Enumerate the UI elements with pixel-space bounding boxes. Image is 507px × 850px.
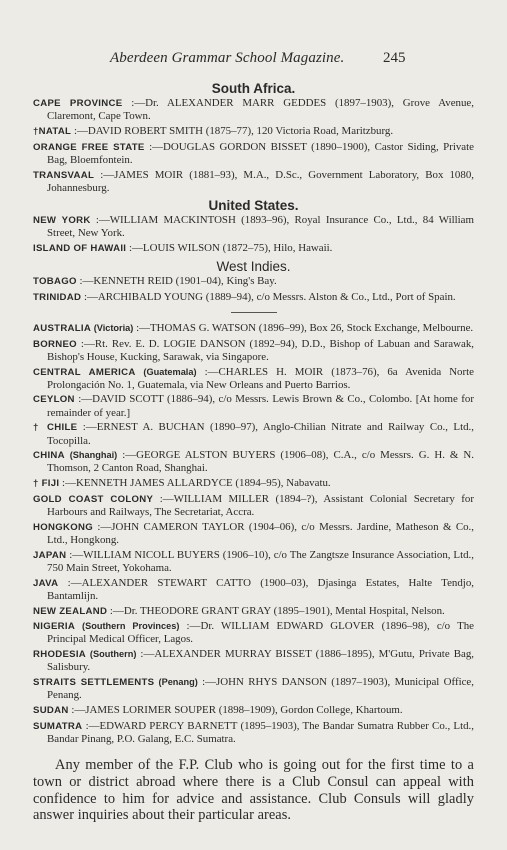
section-title: South Africa. [211, 81, 296, 96]
consul-entry [33, 676, 474, 701]
consul-entry [33, 449, 474, 474]
place-name: ISLAND OF HAWAII [33, 242, 127, 254]
running-title: Aberdeen Grammar School Magazine. [110, 50, 345, 66]
place-name: TOBAGO [33, 276, 77, 288]
consul-entry [33, 125, 474, 138]
consul-entry [33, 620, 474, 645]
consul-entry [33, 291, 474, 304]
place-name: CAPE PROVINCE [33, 98, 123, 109]
section-south-africa [33, 80, 474, 194]
place-name: JAVA [33, 577, 59, 589]
place-name: †NATAL [33, 125, 72, 137]
entry-text: :—DAVID ROBERT SMITH (1875–77), 120 Victoria Road, Maritzburg. [71, 124, 394, 137]
place-name: JAPAN [33, 549, 67, 561]
consul-entry [33, 605, 474, 618]
consul-entry [33, 577, 474, 602]
place-name: TRINIDAD [33, 291, 82, 303]
page-content [33, 80, 474, 824]
entry-text: :—JOHN RHYS DANSON (1897–1903), Municipal Office, Penang. [47, 676, 474, 702]
region-name: (Penang) [154, 677, 198, 688]
entry-text: :—ERNEST A. BUCHAN (1890–97), Anglo-Chilian Nitrate and Railway Co., Ltd., Tocopilla. [47, 421, 474, 447]
running-head [110, 50, 507, 70]
entry-text: :—JAMES MOIR (1881–93), M.A., D.Sc., Government Laboratory, Box 1080, Johannesburg. [47, 168, 474, 194]
entry-text: :—ARCHIBALD YOUNG (1889–94), c/o Messrs. Alston & Co., Ltd., Port of Spain. [81, 290, 456, 303]
consul-entry [33, 97, 474, 122]
entry-text: :—KENNETH REID (1901–04), King's Bay. [76, 275, 277, 288]
place-name: NEW ZEALAND [33, 605, 108, 617]
consul-entry [33, 477, 474, 490]
entry-text: :—DAVID SCOTT (1886–94), c/o Messrs. Lewis Brown & Co., Colombo. [At home for remainder of year.] [47, 393, 474, 419]
place-name: † FIJI [33, 478, 60, 490]
place-name: CEYLON [33, 394, 75, 406]
region-name: (Southern) [86, 649, 137, 660]
place-name: SUMATRA [33, 720, 83, 732]
consul-entry [33, 242, 474, 255]
place-name: TRANSVAAL [33, 169, 95, 181]
consul-entry [33, 720, 474, 745]
consul-entry [33, 275, 474, 288]
consul-entry [33, 704, 474, 717]
entry-text: :—Dr. WILLIAM EDWARD GLOVER (1896–98), c/o The Principal Medical Officer, Lagos. [47, 620, 474, 646]
place-name: GOLD COAST COLONY [33, 493, 154, 505]
section-united-states [33, 197, 474, 255]
place-name: AUSTRALIA [33, 322, 92, 334]
entry-text: :—JAMES LORIMER SOUPER (1898–1909), Gordon College, Khartoum. [68, 703, 403, 716]
consul-entry [33, 322, 474, 335]
entry-text: :—DOUGLAS GORDON BISSET (1890–1900), Castor Siding, Private Bag, Bloemfontein. [47, 140, 474, 166]
entry-text: :—Rt. Rev. E. D. LOGIE DANSON (1892–94), D.D., Bishop of Labuan and Sarawak, Bishop's House, Kucking, Sarawak, via Singapore. [47, 337, 474, 363]
entry-text: :—WILLIAM MACKINTOSH (1893–96), Royal Insurance Co., Ltd., 84 William Street, New York. [47, 213, 474, 240]
section-title: West Indies. [216, 259, 291, 275]
consul-entry [33, 549, 474, 574]
section-west-indies [33, 258, 474, 304]
place-name: STRAITS SETTLEMENTS [33, 677, 155, 689]
region-name: (Guatemala) [135, 366, 197, 377]
entry-text: :—CHARLES H. MOIR (1873–76), 6a Avenida Norte Prolongación No. 1, Guatemala, via New Orleans and Puerto Barrios. [47, 365, 474, 391]
place-name: NIGERIA [33, 621, 76, 633]
page-number: 245 [383, 50, 406, 66]
place-name: HONGKONG [33, 521, 93, 533]
entry-text: :—WILLIAM MILLER (1894–?), Assistant Colonial Secretary for Harbours and Railways, The Secretariat, Accra. [47, 492, 475, 519]
place-name: SUDAN [33, 704, 69, 716]
consul-entry [33, 141, 474, 166]
entry-text: :—WILLIAM NICOLL BUYERS (1906–10), c/o The Zangtsze Insurance Association, Ltd., 750 Main Street, Yokohama. [47, 548, 474, 574]
consul-entry [33, 521, 474, 546]
place-name: † CHILE [33, 422, 78, 434]
consul-entry [33, 421, 474, 446]
place-name: ORANGE FREE STATE [33, 141, 145, 153]
section-other-countries [33, 322, 474, 745]
consul-entry [33, 169, 474, 194]
place-name: CENTRAL AMERICA [33, 366, 136, 378]
region-name: (Southern Provinces) [75, 621, 180, 632]
region-name: (Victoria) [91, 322, 134, 333]
region-name: (Shanghai) [64, 450, 118, 461]
place-name: BORNEO [33, 338, 77, 350]
consul-entry [33, 338, 474, 363]
place-name: NEW YORK [33, 214, 91, 226]
entry-text: :—Dr. ALEXANDER MARR GEDDES (1897–1903), Grove Avenue, Claremont, Cape Town. [47, 97, 474, 123]
entry-text: :—Dr. THEODORE GRANT GRAY (1895–1901), Mental Hospital, Nelson. [107, 604, 445, 617]
closing-paragraph: Any member of the F.P. Club who is going out for the first time to a town or district abroad where there is a Club Consul can appeal with confidence to him for advice and assistance. Club Consuls will gladly answer inquiries about their particular areas. [33, 757, 474, 824]
section-divider [231, 312, 277, 313]
consul-entry [33, 493, 474, 518]
entry-text: :—EDWARD PERCY BARNETT (1895–1903), The Bandar Sumatra Rubber Co., Ltd., Bandar Pinang, P.O. Galang, E.C. Sumatra. [47, 719, 474, 745]
consul-entry [33, 366, 474, 391]
entry-text: :—JOHN CAMERON TAYLOR (1904–06), c/o Messrs. Jardine, Matheson & Co., Ltd., Hongkong. [47, 520, 474, 546]
consul-entry [33, 214, 474, 239]
consul-entry [33, 393, 474, 418]
entry-text: :—LOUIS WILSON (1872–75), Hilo, Hawaii. [126, 241, 333, 254]
entry-text: :—THOMAS G. WATSON (1896–99), Box 26, Stock Exchange, Melbourne. [133, 321, 474, 334]
place-name: RHODESIA [33, 649, 87, 661]
place-name: CHINA [33, 450, 65, 462]
entry-text: :—ALEXANDER STEWART CATTO (1900–03), Djasinga Estates, Halte Tendjo, Bantamlijn. [47, 576, 474, 602]
section-title: United States. [208, 197, 299, 213]
entry-text: :—GEORGE ALSTON BUYERS (1906–08), C.A., c/o Messrs. G. H. & N. Thomson, 2 Canton Road, Shanghai. [47, 449, 474, 475]
entry-text: :—ALEXANDER MURRAY BISSET (1886–1895), M'Gutu, Private Bag, Salisbury. [47, 648, 474, 674]
entry-text: :—KENNETH JAMES ALLARDYCE (1894–95), Nabavatu. [59, 477, 331, 490]
consul-entry [33, 648, 474, 673]
